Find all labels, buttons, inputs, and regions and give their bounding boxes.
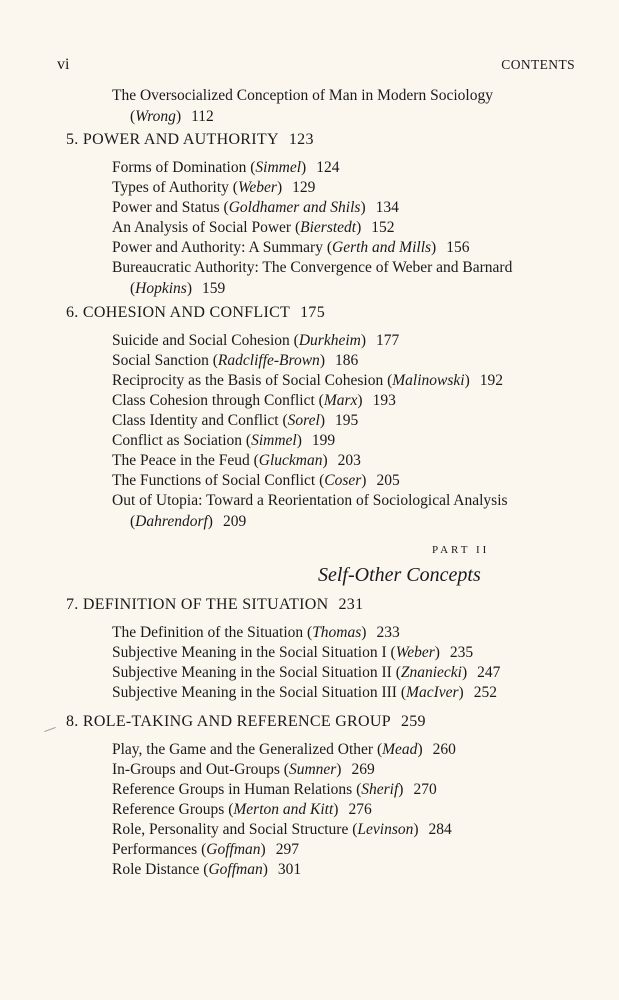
toc-entry: The Peace in the Feud (Gluckman) 203: [112, 452, 361, 469]
toc-entry: Reference Groups (Merton and Kitt) 276: [112, 801, 372, 818]
toc-entry: In-Groups and Out-Groups (Sumner) 269: [112, 761, 375, 778]
entry-title: Bureaucratic Authority: The Convergence of Weber and Barnard: [112, 259, 513, 276]
toc-entry: Subjective Meaning in the Social Situation I (Weber) 235: [112, 644, 474, 661]
entry-author: Marx: [323, 392, 358, 409]
part-title: Self-Other Concepts: [318, 564, 481, 586]
entry-author: Levinson: [357, 821, 414, 838]
running-header: CONTENTS: [501, 57, 575, 72]
entry-author: Sorel: [287, 412, 320, 429]
toc-entry: Out of Utopia: Toward a Reorientation of Sociological Analysis (Dahrendorf) 209: [112, 492, 508, 530]
entry-title: Types of Authority: [112, 179, 229, 196]
toc-entry: Role Distance (Goffman) 301: [112, 861, 302, 878]
entry-author: Weber: [395, 644, 435, 661]
entry-page: 233: [376, 624, 400, 641]
entry-page: 247: [477, 664, 501, 681]
toc-entry: Types of Authority (Weber) 129: [112, 179, 316, 196]
entry-page: 192: [479, 372, 504, 389]
entry-title: Suicide and Social Cohesion: [112, 332, 290, 349]
toc-entry: Forms of Domination (Simmel) 124: [112, 159, 340, 176]
entry-author: Merton and Kitt: [233, 801, 334, 818]
entry-title: Subjective Meaning in the Social Situation I: [112, 644, 387, 661]
entry-author: Sumner: [288, 761, 337, 778]
toc-entry: Performances (Goffman) 297: [112, 841, 299, 858]
entry-page: 193: [372, 392, 396, 409]
toc-entry: The Definition of the Situation (Thomas) 233: [112, 624, 400, 641]
entry-title: Social Sanction: [112, 352, 209, 369]
toc-entry: Power and Authority: A Summary (Gerth and Mills) 156: [112, 239, 470, 256]
entry-title: The Functions of Social Conflict: [112, 472, 316, 489]
entry-author: MacIver: [406, 684, 459, 701]
section-heading: 7. DEFINITION OF THE SITUATION 231: [66, 596, 364, 613]
toc-entry: Play, the Game and the Generalized Other (Mead) 260: [112, 741, 456, 758]
entry-title: Class Cohesion through Conflict: [112, 392, 315, 409]
entry-page: 301: [277, 861, 302, 878]
entry-page: 177: [376, 332, 400, 349]
entry-title: Subjective Meaning in the Social Situation II: [112, 664, 392, 681]
entry-title: The Definition of the Situation: [112, 624, 304, 641]
entry-page: 284: [428, 821, 452, 838]
entry-title: Performances: [112, 841, 198, 858]
entry-title: Power and Authority: A Summary: [112, 239, 323, 256]
entry-author: Simmel: [255, 159, 302, 176]
entry-author: Hopkins: [135, 280, 187, 297]
entry-title: The Peace in the Feud: [112, 452, 250, 469]
entry-page: 199: [311, 432, 336, 449]
entry-title: The Oversocialized Conception of Man in Modern Sociology: [112, 87, 493, 104]
toc-entry: Reference Groups in Human Relations (Sherif) 270: [112, 781, 437, 798]
entry-title: Out of Utopia: Toward a Reorientation of Sociological Analysis: [112, 492, 508, 509]
entry-author: Wrong: [135, 108, 176, 125]
entry-author: Coser: [324, 472, 362, 489]
toc-entry: Reciprocity as the Basis of Social Cohesion (Malinowski) 192: [112, 372, 504, 389]
entry-title: Power and Status: [112, 199, 220, 216]
section-heading: 6. COHESION AND CONFLICT 175: [66, 304, 326, 321]
entry-title: Reference Groups in Human Relations: [112, 781, 353, 798]
toc-entry: Subjective Meaning in the Social Situation III (MacIver) 252: [112, 684, 497, 701]
entry-page: 186: [334, 352, 359, 369]
entry-page: 134: [375, 199, 399, 216]
entry-page: 205: [376, 472, 400, 489]
entry-author: Gluckman: [258, 452, 323, 469]
toc-entry: The Oversocialized Conception of Man in Modern Sociology (Wrong) 112: [112, 87, 493, 125]
section-heading: 5. POWER AND AUTHORITY 123: [66, 131, 314, 148]
entry-title: Class Identity and Conflict: [112, 412, 279, 429]
entry-page: 112: [191, 108, 214, 125]
entry-author: Thomas: [312, 624, 362, 641]
entry-page: 156: [446, 239, 470, 256]
entry-title: Role Distance: [112, 861, 200, 878]
entry-author: Sherif: [361, 781, 399, 798]
entry-page: 195: [334, 412, 359, 429]
entry-page: 124: [316, 159, 340, 176]
part-label: PART II: [432, 544, 490, 556]
entry-page: 252: [473, 684, 497, 701]
entry-title: Subjective Meaning in the Social Situation III: [112, 684, 397, 701]
toc-entry: Subjective Meaning in the Social Situation II (Znaniecki) 247: [112, 664, 501, 681]
entry-title: Forms of Domination: [112, 159, 247, 176]
entry-author: Weber: [237, 179, 277, 196]
toc-entry: Social Sanction (Radcliffe-Brown) 186: [112, 352, 359, 369]
entry-page: 203: [337, 452, 361, 469]
entry-author: Malinowski: [392, 372, 465, 389]
section-heading: 8. ROLE-TAKING AND REFERENCE GROUP 259: [66, 713, 426, 730]
entry-author: Gerth and Mills: [332, 239, 432, 256]
entry-author: Radcliffe-Brown: [217, 352, 320, 369]
entry-title: Role, Personality and Social Structure: [112, 821, 349, 838]
entry-author: Simmel: [251, 432, 297, 449]
entry-page: 269: [351, 761, 375, 778]
entry-page: 209: [222, 513, 247, 530]
entry-page: 270: [413, 781, 437, 798]
entry-title: Conflict as Sociation: [112, 432, 243, 449]
entry-title: An Analysis of Social Power: [112, 219, 292, 236]
entry-author: Znaniecki: [400, 664, 462, 681]
entry-title: Reference Groups: [112, 801, 225, 818]
entry-author: Goldhamer and Shils: [228, 199, 361, 216]
page-number: vi: [57, 56, 70, 73]
toc-entry: Role, Personality and Social Structure (Levinson) 284: [112, 821, 452, 838]
toc-entry: Bureaucratic Authority: The Convergence of Weber and Barnard (Hopkins) 159: [112, 259, 513, 297]
entry-author: Bierstedt: [300, 219, 357, 236]
entry-author: Goffman: [208, 861, 263, 878]
toc-entry: Power and Status (Goldhamer and Shils) 134: [112, 199, 399, 216]
toc-entry: Class Identity and Conflict (Sorel) 195: [112, 412, 359, 429]
entry-title: Play, the Game and the Generalized Other: [112, 741, 374, 758]
entry-page: 129: [292, 179, 316, 196]
entry-author: Dahrendorf: [135, 513, 208, 530]
entry-title: In-Groups and Out-Groups: [112, 761, 280, 778]
toc-entry: An Analysis of Social Power (Bierstedt) 152: [112, 219, 395, 236]
toc-entry: The Functions of Social Conflict (Coser) 205: [112, 472, 400, 489]
entry-author: Durkheim: [298, 332, 361, 349]
toc-entry: Conflict as Sociation (Simmel) 199: [112, 432, 336, 449]
entry-author: Mead: [382, 741, 418, 758]
entry-page: 159: [202, 280, 226, 297]
entry-page: 152: [371, 219, 395, 236]
entry-page: 276: [348, 801, 372, 818]
pencil-mark: [44, 727, 56, 732]
entry-author: Goffman: [206, 841, 261, 858]
toc-entry: Suicide and Social Cohesion (Durkheim) 177: [112, 332, 400, 349]
entry-title: Reciprocity as the Basis of Social Cohesion: [112, 372, 384, 389]
entry-page: 235: [449, 644, 474, 661]
entry-page: 260: [432, 741, 456, 758]
entry-page: 297: [275, 841, 299, 858]
toc-entry: Class Cohesion through Conflict (Marx) 193: [112, 392, 396, 409]
